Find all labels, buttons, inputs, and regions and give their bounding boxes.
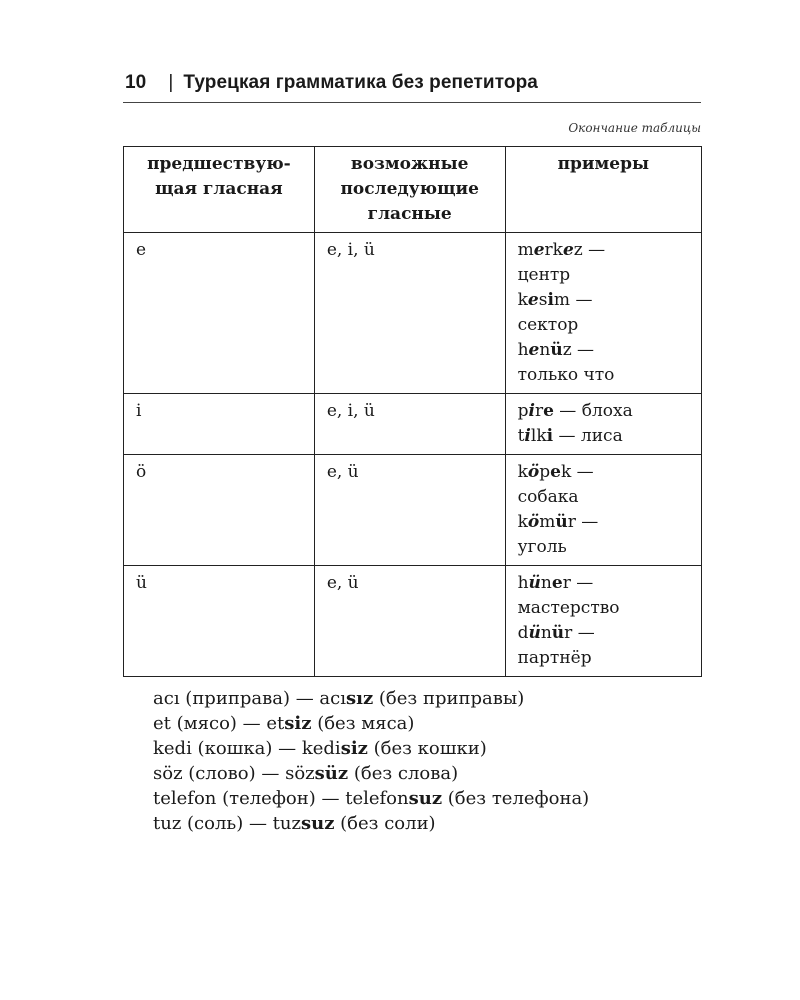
- suffix-example-segment: siz: [284, 713, 312, 734]
- word-segment: ü: [528, 573, 541, 593]
- suffix-example-segment: (без телефона): [442, 788, 590, 809]
- word-segment: t: [517, 426, 525, 446]
- example-dash: —: [571, 340, 595, 360]
- example-dash: —: [582, 240, 606, 260]
- preceding-vowel-cell: e: [124, 233, 315, 394]
- suffix-example-segment: sız: [345, 688, 374, 709]
- example-dash: —: [572, 623, 595, 643]
- header-separator: |: [168, 72, 174, 93]
- suffix-example-segment: söz (слово) — söz: [153, 763, 315, 784]
- example-translation: собака: [517, 487, 579, 507]
- following-vowels-cell: e, ü: [314, 455, 505, 566]
- column-header-line: гласные: [367, 204, 452, 224]
- preceding-vowel-cell: ö: [124, 455, 315, 566]
- word-segment: e: [528, 340, 540, 360]
- suffix-example-line: [153, 736, 713, 761]
- suffix-example-line: [153, 811, 713, 836]
- word-segment: e: [533, 240, 545, 260]
- example-word-line: [518, 338, 689, 363]
- table-caption: Окончание таблицы: [568, 121, 701, 135]
- word-segment: s: [538, 290, 548, 310]
- word-segment: e: [543, 401, 554, 421]
- example-translation: центр: [517, 265, 571, 285]
- suffix-example-segment: tuz (соль) — tuz: [153, 813, 301, 834]
- suffix-example-line: [153, 786, 713, 811]
- word-segment: k: [517, 462, 528, 482]
- example-translation: партнёр: [517, 648, 592, 668]
- word-segment: z: [562, 340, 572, 360]
- word-segment: r: [534, 401, 544, 421]
- word-segment: e: [562, 240, 574, 260]
- table-row: [124, 566, 702, 677]
- table-header-row: [124, 147, 702, 233]
- column-header-following-vowels: [314, 147, 505, 233]
- word-segment: ö: [527, 512, 540, 532]
- column-header-line: возможные: [350, 154, 469, 174]
- examples-cell: [505, 566, 701, 677]
- word-segment: m: [553, 290, 571, 310]
- word-segment: r: [564, 623, 573, 643]
- word-segment: r: [562, 573, 571, 593]
- example-translation: сектор: [517, 315, 579, 335]
- suffix-examples: [153, 686, 713, 836]
- examples-cell: [505, 455, 701, 566]
- running-header: [125, 72, 701, 94]
- example-word-line: [518, 238, 689, 263]
- example-dash: —: [570, 573, 594, 593]
- word-segment: p: [517, 401, 529, 421]
- word-segment: lk: [530, 426, 547, 446]
- column-header-line: щая гласная: [155, 179, 283, 199]
- example-dash: —: [570, 290, 593, 310]
- word-segment: e: [551, 573, 563, 593]
- word-segment: k: [517, 512, 528, 532]
- following-vowels-cell: e, i, ü: [314, 394, 505, 455]
- suffix-example-line: [153, 686, 713, 711]
- table-row: [124, 455, 702, 566]
- word-segment: n: [539, 340, 551, 360]
- column-header-examples: [505, 147, 701, 233]
- word-segment: i: [524, 426, 531, 446]
- word-segment: k: [560, 462, 572, 482]
- word-segment: n: [540, 623, 552, 643]
- examples-cell: [505, 394, 701, 455]
- suffix-example-segment: et (мясо) — et: [153, 713, 285, 734]
- column-header-preceding-vowel: [124, 147, 315, 233]
- word-segment: h: [517, 340, 529, 360]
- example-word-line: [518, 510, 689, 535]
- suffix-example-segment: (без соли): [334, 813, 436, 834]
- table-row: [124, 394, 702, 455]
- example-translation: только что: [517, 365, 615, 385]
- vowel-harmony-table: [123, 146, 702, 677]
- example-word-line: [518, 571, 689, 596]
- example-word-line: [518, 399, 689, 424]
- word-segment: i: [547, 290, 554, 310]
- word-segment: m: [539, 512, 556, 532]
- word-segment: i: [528, 401, 535, 421]
- suffix-example-segment: (без слова): [348, 763, 459, 784]
- book-title: Турецкая грамматика без репетитора: [183, 72, 538, 93]
- column-header-line: предшествую-: [147, 154, 291, 174]
- suffix-example-segment: (без мяса): [311, 713, 415, 734]
- word-segment: i: [546, 426, 554, 446]
- example-dash: —: [575, 512, 599, 532]
- word-segment: p: [539, 462, 551, 482]
- preceding-vowel-cell: ü: [124, 566, 315, 677]
- suffix-example-segment: (без приправы): [373, 688, 525, 709]
- word-segment: z: [573, 240, 583, 260]
- following-vowels-cell: e, ü: [314, 566, 505, 677]
- page-number: 10: [125, 72, 147, 93]
- example-word-line: [518, 424, 689, 449]
- word-segment: r: [567, 512, 576, 532]
- word-segment: e: [550, 462, 561, 482]
- word-segment: ö: [527, 462, 540, 482]
- word-segment: h: [517, 573, 529, 593]
- suffix-example-segment: siz: [340, 738, 368, 759]
- word-segment: e: [527, 290, 539, 310]
- word-segment: d: [517, 623, 529, 643]
- header-rule: [123, 102, 701, 103]
- example-word-line: [518, 288, 689, 313]
- suffix-example-segment: telefon (телефон) — telefon: [153, 788, 409, 809]
- word-segment: ü: [550, 340, 563, 360]
- word-segment: ü: [528, 623, 541, 643]
- following-vowels-cell: e, i, ü: [314, 233, 505, 394]
- word-segment: ü: [551, 623, 565, 643]
- word-segment: ü: [555, 512, 568, 532]
- suffix-example-segment: acı (приправа) — acı: [153, 688, 346, 709]
- column-header-line: примеры: [557, 154, 650, 174]
- example-translation: уголь: [517, 537, 567, 557]
- preceding-vowel-cell: i: [124, 394, 315, 455]
- example-word-line: [518, 460, 689, 485]
- table-row: [124, 233, 702, 394]
- example-translation: мастерство: [517, 598, 620, 618]
- examples-cell: [505, 233, 701, 394]
- example-dash: — блоха: [553, 401, 633, 421]
- suffix-example-segment: kedi (кошка) — kedi: [153, 738, 341, 759]
- suffix-example-segment: suz: [408, 788, 443, 809]
- word-segment: rk: [544, 240, 563, 260]
- example-word-line: [518, 621, 689, 646]
- word-segment: n: [540, 573, 552, 593]
- word-segment: m: [517, 240, 534, 260]
- example-dash: — лиса: [553, 426, 623, 446]
- table-body: [124, 233, 702, 677]
- suffix-example-segment: (без кошки): [367, 738, 487, 759]
- word-segment: k: [517, 290, 528, 310]
- column-header-line: последующие: [340, 179, 479, 199]
- example-dash: —: [571, 462, 594, 482]
- suffix-example-segment: süz: [314, 763, 349, 784]
- suffix-example-line: [153, 761, 713, 786]
- suffix-example-segment: suz: [300, 813, 335, 834]
- suffix-example-line: [153, 711, 713, 736]
